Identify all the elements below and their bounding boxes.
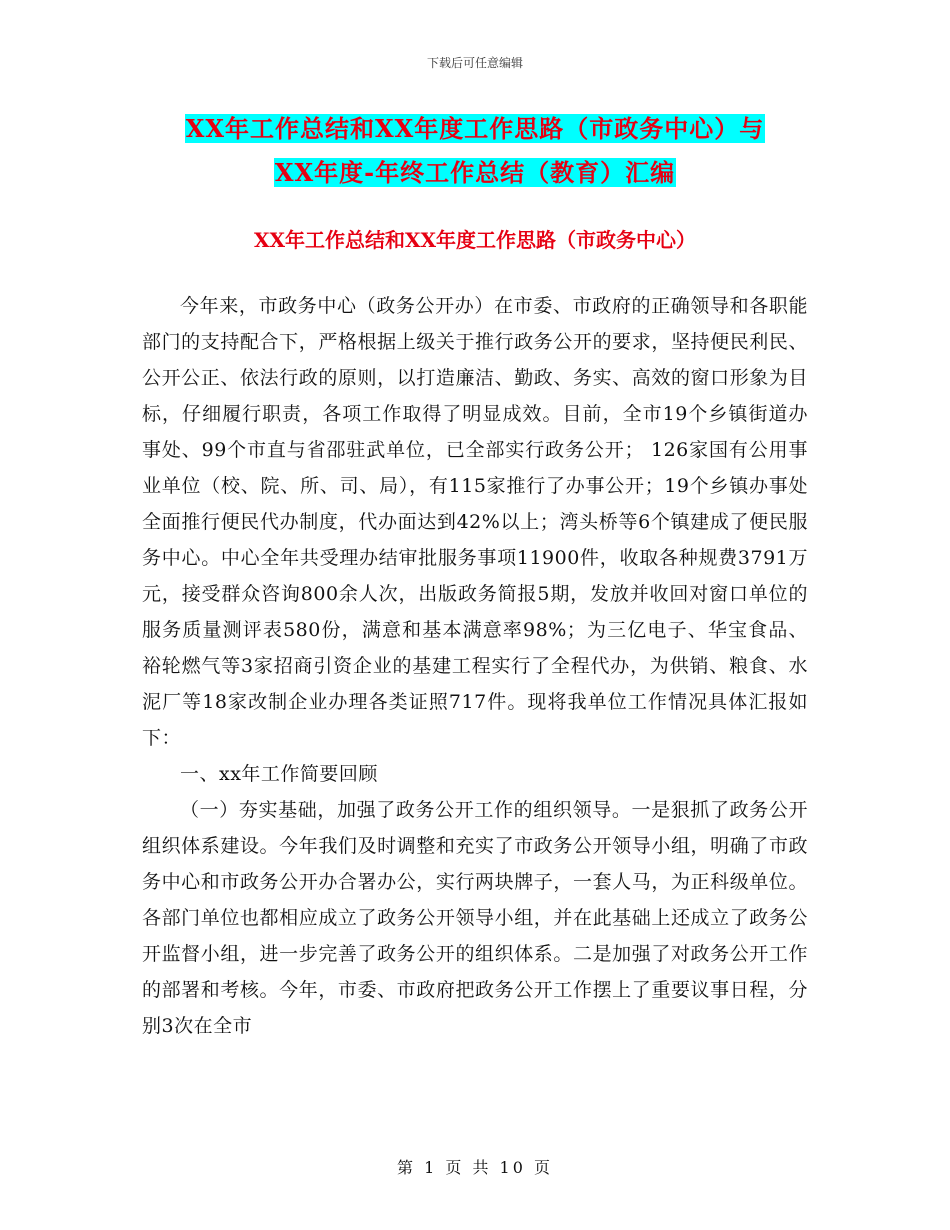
document-title-line-1 — [0, 113, 950, 145]
header-note: 下载后可任意编辑 — [426, 56, 523, 70]
document-body — [142, 288, 808, 1044]
title-highlight-1: XX年工作总结和XX年度工作思路（市政务中心）与 — [185, 114, 765, 143]
paragraph-intro: 今年来，市政务中心（政务公开办）在市委、市政府的正确领导和各职能部门的支持配合下，严格根据上级关于推行政务公开的要求，坚持便民利民、公开公正、依法行政的原则，以打造廉洁、勤政、务实、高效的窗口形象为目标，仔细履行职责，各项工作取得了明显成效。目前，全市19个乡镇街道办事处、99个市直与省邵驻武单位，已全部实行政务公开； 126家国有公用事业单位（校、院、所、司、局），有115家推行了办事公开；19个乡镇办事处全面推行便民代办制度，代办面达到42%以上；湾头桥等6个镇建成了便民服务中心。中心全年共受理办结审批服务事项11900件，收取各种规费3791万元，接受群众咨询800余人次，出版政务简报5期，发放并收回对窗口单位的服务质量测评表580份，满意和基本满意率98%；为三亿电子、华宝食品、裕轮燃气等3家招商引资企业的基建工程实行了全程代办，为供销、粮食、水泥厂等18家改制企业办理各类证照717件。现将我单位工作情况具体汇报如下： — [142, 295, 808, 749]
paragraph-section-1: （一）夯实基础，加强了政务公开工作的组织领导。一是狠抓了政务公开组织体系建设。今年我们及时调整和充实了市政务公开领导小组，明确了市政务中心和市政务公开办合署办公，实行两块牌子，一套人马，为正科级单位。各部门单位也都相应成立了政务公开领导小组，并在此基础上还成立了政务公开监督小组，进一步完善了政务公开的组织体系。二是加强了对政务公开工作的部署和考核。今年，市委、市政府把政务公开工作摆上了重要议事日程，分别3次在全市 — [142, 799, 808, 1037]
paragraph-heading: 一、xx年工作简要回顾 — [180, 763, 378, 785]
section-title: XX年工作总结和XX年度工作思路（市政务中心） — [253, 228, 697, 252]
document-title-line-2 — [0, 157, 950, 189]
title-highlight-2: XX年度-年终工作总结（教育）汇编 — [274, 158, 676, 187]
page-footer: 第 1 页 共 10 页 — [397, 1158, 553, 1177]
